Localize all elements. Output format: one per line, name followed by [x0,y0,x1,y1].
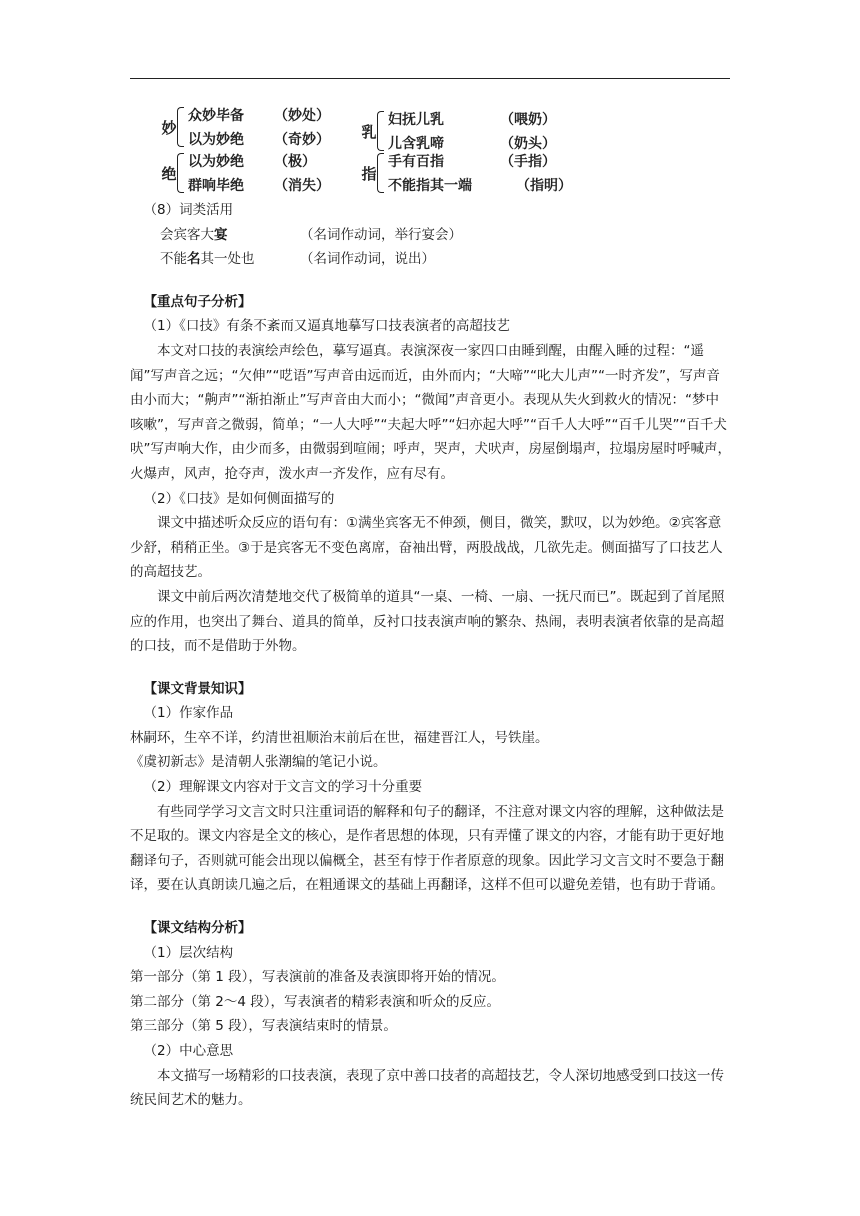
paragraph: 第二部分（第 2～4 段），写表演者的精彩表演和听众的反应。 [130,993,501,1010]
gloss: （奇妙） [274,132,330,148]
gloss: （手指） [500,154,556,170]
phrase: 不能指其一端 [388,178,472,194]
phrase: 众妙毕备 [188,108,244,124]
paragraph: 课文中描述听众反应的语句有：①满坐宾客无不伸颈，侧目，微笑，默叹，以为妙绝。②宾客意少舒，稍稍正坐。③于是宾客无不变色离席，奋袖出臂，两股战战，几欲先走。侧面描写了口技艺人的高超技艺。 [130,515,723,581]
subheading: （8）词类活用 [143,202,234,218]
usage-note: （名词作动词，说出） [300,251,435,268]
section-heading: 【课文结构分析】 [143,920,252,937]
gloss: （奶头） [500,136,556,152]
usage-key: 宴 [214,226,228,243]
gloss: （极） [274,154,316,170]
subheading: （2）《口技》是如何侧面描写的 [143,490,335,507]
group-char: 绝 [161,165,177,183]
usage-note: （名词作动词，举行宴会） [300,226,462,243]
gloss: （妙处） [274,108,330,124]
paragraph: 林嗣环，生卒不详，约清世祖顺治末前后在世，福建晋江人，号铁崖。 [130,729,549,746]
gloss: （指明） [516,178,572,194]
phrase: 以为妙绝 [188,132,244,148]
usage-row [130,247,732,272]
usage-example [160,247,255,272]
usage-example [160,223,228,248]
phrase: 儿含乳啼 [388,136,444,152]
usage-text: 其一处也 [200,251,255,268]
group-zhi [360,150,660,198]
brace [377,153,384,193]
gloss: （喂奶） [500,112,556,128]
phrase: 群响毕绝 [188,178,244,194]
paragraph: 本文描写一场精彩的口技表演，表现了京中善口技者的高超技艺，令人深切地感受到口技这一传统民间艺术的魅力。 [130,1067,724,1109]
section-heading: 【课文背景知识】 [143,680,252,697]
group-char: 乳 [361,123,377,141]
group-jue [160,150,390,198]
paragraph: 本文对口技的表演绘声绘色，摹写逼真。表演深夜一家四口由睡到醒，由醒入睡的过程：“遥闻”写声音之远；“欠伸”“呓语”写声音由远而近，由外而内；“大啼”“叱大儿声”“一时齐发”，写声音由小而大；“齁声”“渐拍渐止”写声音由大而小；“微闻”声音更小。表现从失火到救火的情况：“梦中咳嗽”，写声音之微弱，简单；“一人大呼”“夫起大呼”“妇亦起大呼”“百千人大呼”“百千儿哭”“百千犬吠”写声响大作，由少而多，由微弱到喧闹；呼声，哭声，犬吠声，房屋倒塌声，拉塌房屋时呼喊声，火爆声，风声，抢夺声，泼水声一齐发作，应有尽有。 [130,342,731,482]
subheading: （1）作家作品 [143,705,234,722]
usage-row [130,223,732,248]
subheading: （2）中心意思 [143,1043,234,1059]
subheading: （2）理解课文内容对于文言文的学习十分重要 [143,779,423,796]
brace [377,111,384,151]
group-ru [360,108,660,156]
paragraph: 课文中前后两次清楚地交代了极简单的道具“一桌、一椅、一扇、一抚尺而已”。既起到了首尾照应的作用，也突出了舞台、道具的简单，反衬口技表演声响的繁杂、热闹，表明表演者依靠的是高超的口技，而不是借助于外物。 [130,588,725,655]
paragraph: 《虞初新志》是清朝人张潮编的笔记小说。 [130,754,387,771]
paragraph: 第三部分（第 5 段），写表演结束时的情景。 [130,1018,397,1035]
header-rule [130,78,730,79]
usage-key: 名 [187,251,201,268]
usage-text: 会宾客大 [160,226,214,243]
brace [177,153,184,193]
phrase: 以为妙绝 [188,154,244,170]
brace [177,107,184,147]
phrase: 手有百指 [388,154,444,170]
gloss: （消失） [274,178,330,194]
word-meaning-table [130,104,732,196]
paragraph: 有些同学学习文言文时只注重词语的解释和句子的翻译，不注意对课文内容的理解，这种做法是不足取的。课文内容是全文的核心，是作者思想的体现，只有弄懂了课文的内容，才能有助于更好地翻译句子，否则就可能会出现以偏概全，甚至有悖于作者原意的现象。因此学习文言文时不要急于翻译，要在认真朗读几遍之后，在粗通课文的基础上再翻译，这样不但可以避免差错，也有助于背诵。 [130,803,724,894]
subheading: （1）《口技》有条不紊而又逼真地摹写口技表演者的高超技艺 [143,318,510,335]
section-heading: 【重点句子分析】 [143,293,252,310]
document-body [130,100,732,1113]
word-usage-section [130,198,732,272]
phrase: 妇抚儿乳 [388,112,444,128]
group-char: 指 [361,165,377,183]
usage-text: 不能 [160,251,187,268]
group-miao [160,104,390,152]
group-char: 妙 [161,119,177,137]
subheading: （1）层次结构 [143,944,234,961]
paragraph: 第一部分（第 1 段），写表演前的准备及表演即将开始的情况。 [130,969,505,986]
